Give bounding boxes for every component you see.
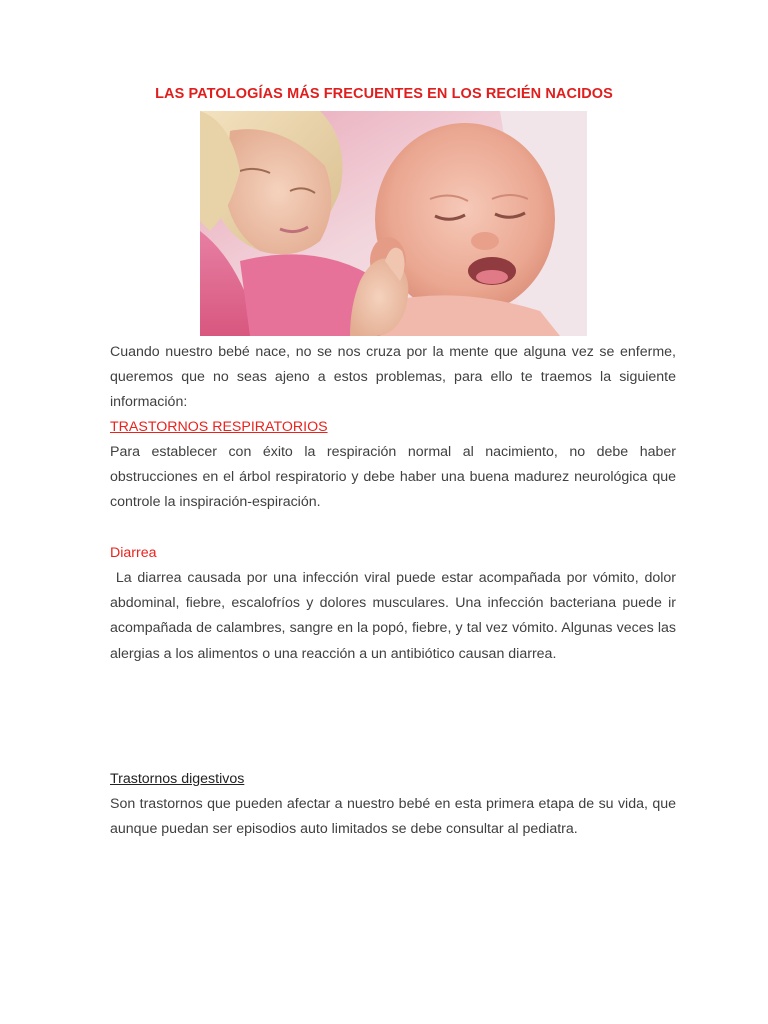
digestivos-paragraph: Son trastornos que pueden afectar a nuestro bebé en esta primera etapa de su vida, que aunque puedan ser episodios auto limitados se debe consultar al pediatra.	[110, 796, 676, 838]
digestivos-heading: Trastornos digestivos	[110, 771, 245, 787]
mother-crying-baby-photo	[200, 111, 587, 336]
respiratorios-paragraph: Para establecer con éxito la respiración normal al nacimiento, no debe haber obstrucciones en el árbol respiratorio y debe haber una buena madurez neurológica que controle la inspiración-espiración.	[110, 444, 676, 511]
diarrea-heading: Diarrea	[110, 545, 157, 561]
page-title: LAS PATOLOGÍAS MÁS FRECUENTES EN LOS RECIÉN NACIDOS	[155, 86, 613, 102]
intro-paragraph: Cuando nuestro bebé nace, no se nos cruza por la mente que alguna vez se enferme, queremos que no seas ajeno a estos problemas, para ello te traemos la siguiente información:	[110, 344, 676, 411]
diarrea-paragraph: La diarrea causada por una infección viral puede estar acompañada por vómito, dolor abdominal, fiebre, escalofríos y dolores musculares. Una infección bacteriana puede ir acompañada de calambres, sangre en la popó, fiebre, y tal vez vómito. Algunas veces las alergias a los alimentos o una reacción a un antibiótico causan diarrea.	[110, 570, 680, 662]
respiratorios-heading: TRASTORNOS RESPIRATORIOS	[110, 419, 328, 435]
